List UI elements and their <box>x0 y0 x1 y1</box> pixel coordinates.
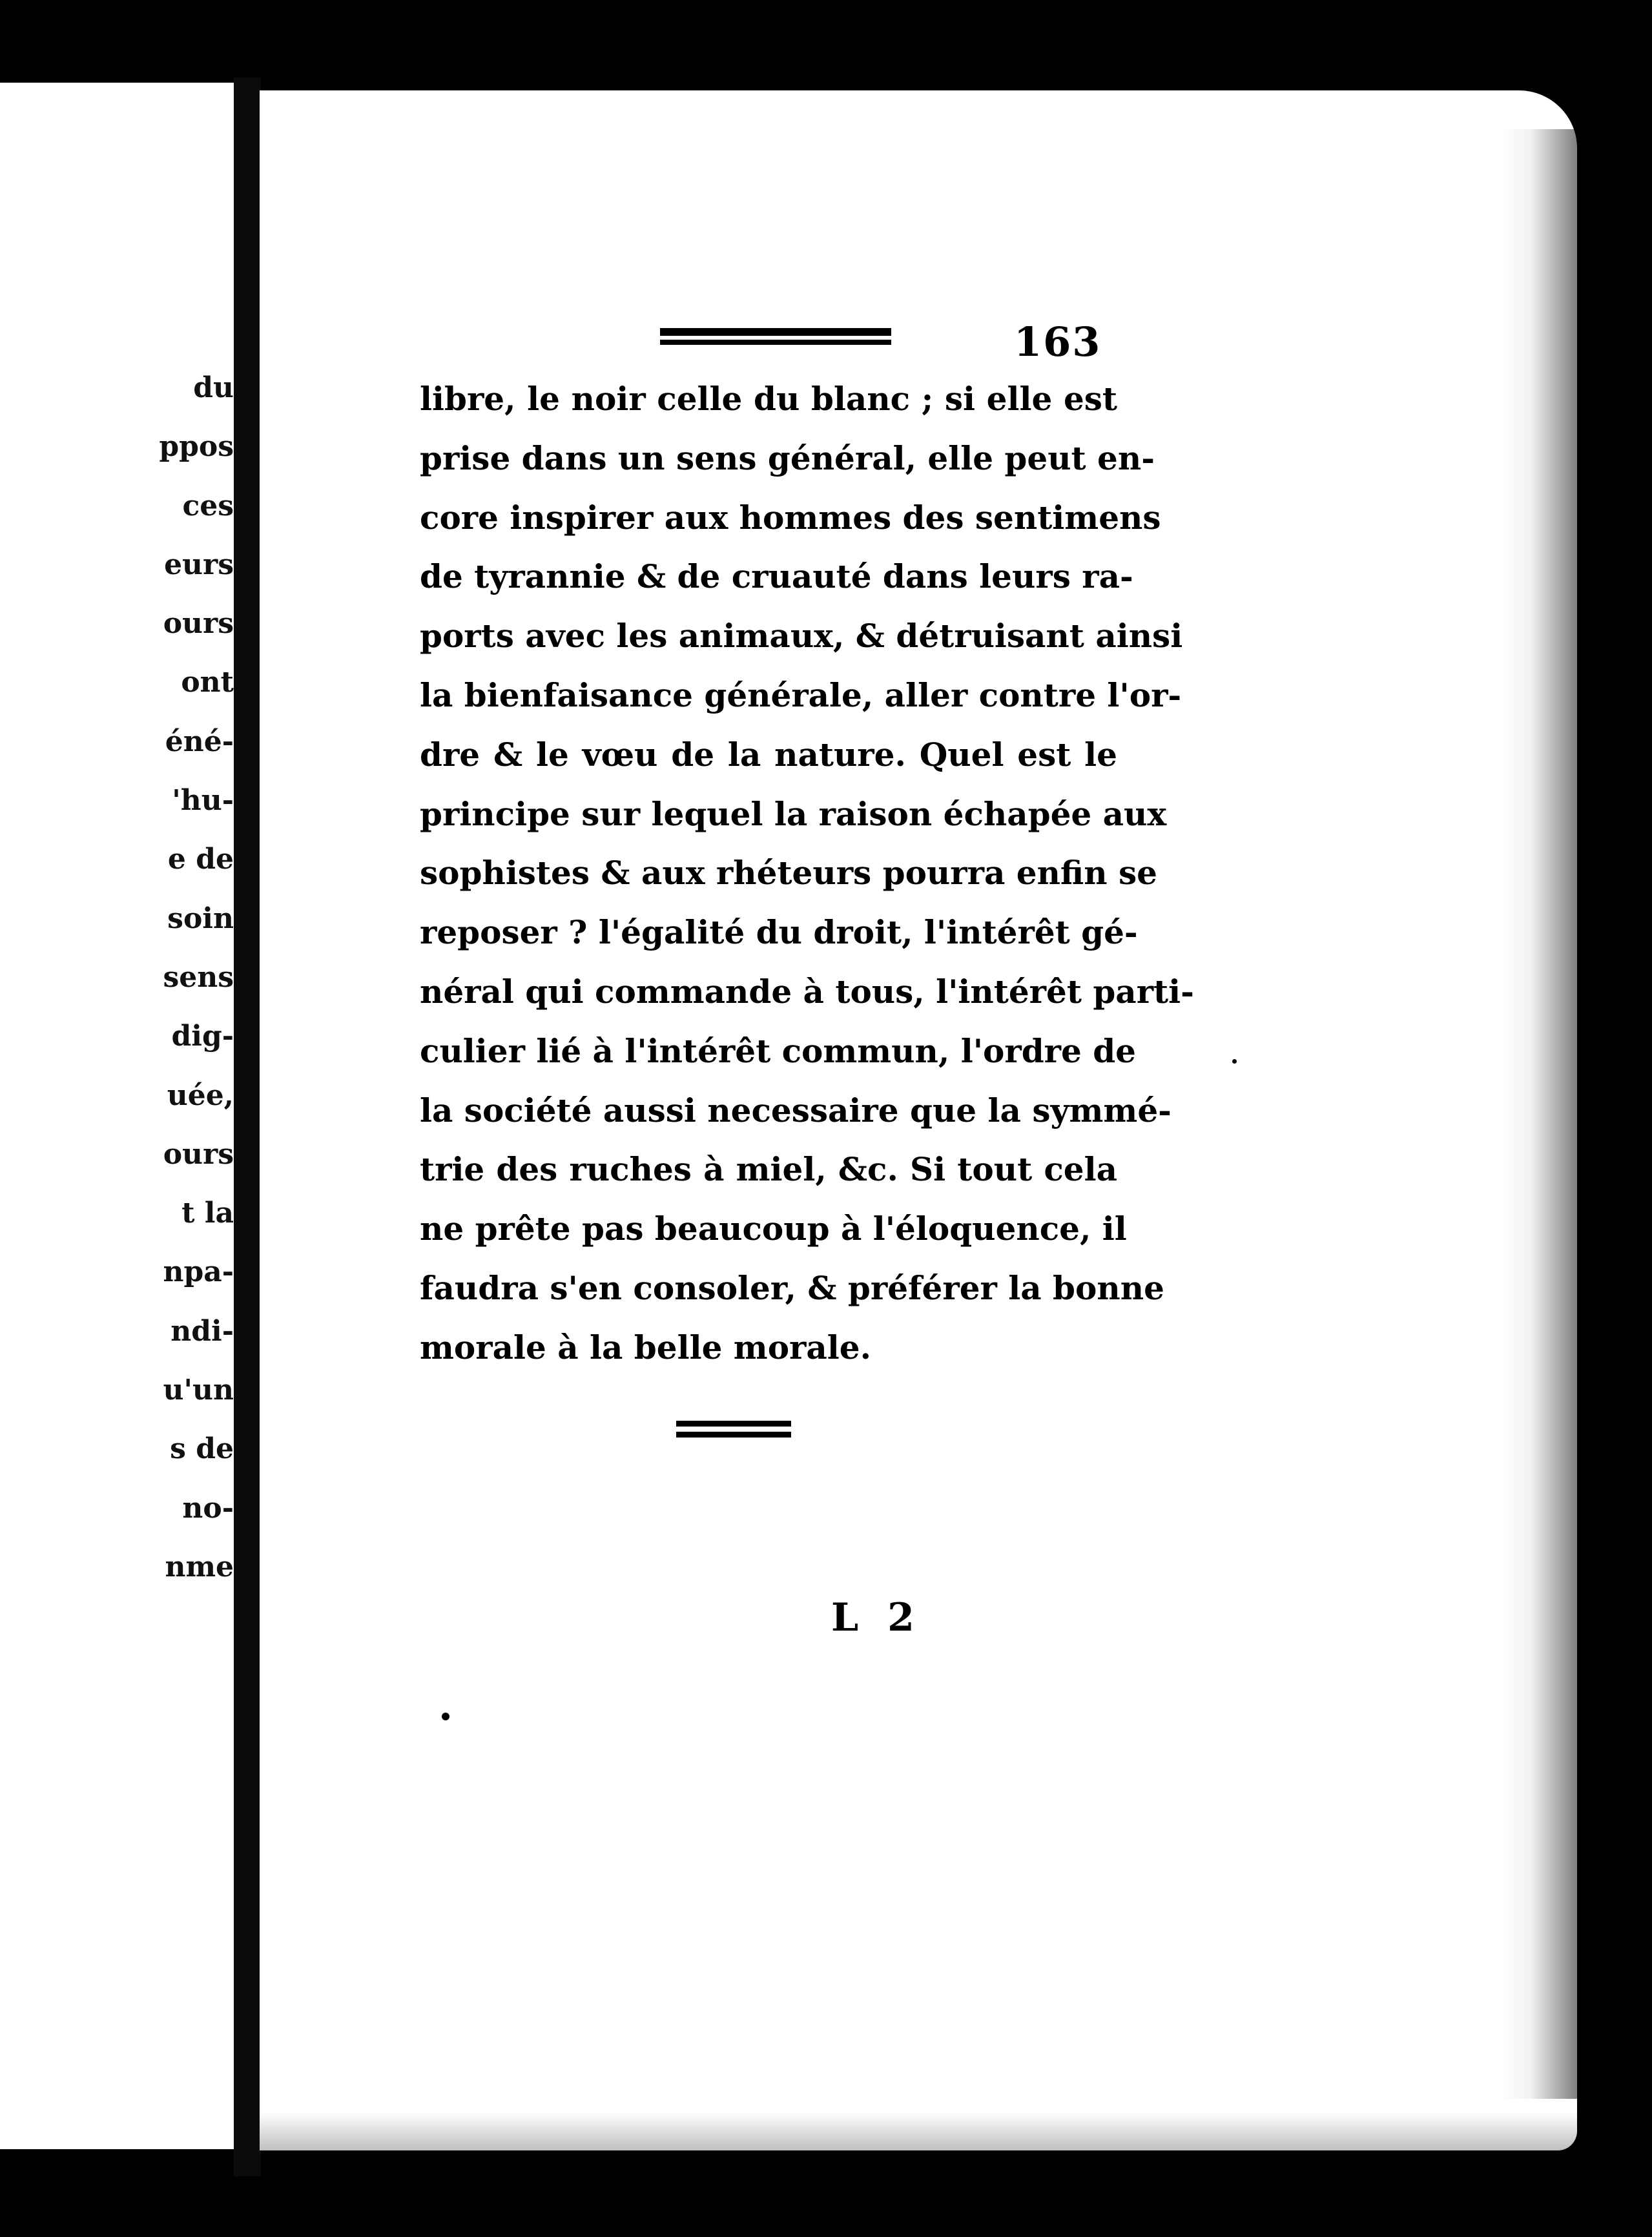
fragment-line: u'un <box>163 1374 234 1407</box>
fragment-line: no- <box>182 1491 234 1525</box>
text-line-last: morale à la belle morale. <box>420 1328 871 1366</box>
fragment-line: s de <box>170 1432 234 1466</box>
text-line: la bienfaisance générale, aller contre l'or- <box>420 675 1182 714</box>
text-line: reposer ? l'égalité du droit, l'intérêt gé- <box>420 913 1138 952</box>
page-number: 163 <box>1014 318 1102 366</box>
previous-page <box>0 83 234 2149</box>
fragment-line: ont <box>181 666 234 699</box>
text-line: principe sur lequel la raison échapée aux <box>420 794 1167 833</box>
text-line: sophistes & aux rhéteurs pourra enfin se <box>420 854 1157 892</box>
fragment-line: ours <box>163 1137 234 1171</box>
text-line: faudra s'en consoler, & préférer la bonne <box>420 1268 1164 1307</box>
fragment-line: ces <box>182 489 234 522</box>
header-rule-thick <box>660 328 891 336</box>
fragment-line: npa- <box>163 1255 234 1289</box>
current-page <box>260 90 1577 2150</box>
body-text <box>420 369 1194 1377</box>
text-line: prise dans un sens général, elle peut en- <box>420 438 1155 477</box>
fragment-line: eurs <box>164 548 234 581</box>
book-gutter <box>234 77 261 2176</box>
closing-rule-upper <box>676 1421 791 1427</box>
text-line: libre, le noir celle du blanc ; si elle est <box>420 380 1117 418</box>
text-line: ports avec les animaux, & détruisant ainsi <box>420 617 1183 655</box>
page-bottom-edge <box>260 2112 1577 2150</box>
fragment-line: ppos <box>159 430 234 464</box>
fragment-line: dig- <box>171 1020 234 1053</box>
fragment-line: soin <box>167 902 234 935</box>
fragment-line: ours <box>163 607 234 641</box>
fragment-line: éné- <box>165 725 234 758</box>
text-line: trie des ruches à miel, &c. Si tout cela <box>420 1150 1117 1189</box>
fragment-line: e de <box>167 843 234 876</box>
fragment-line: 'hu- <box>172 784 234 818</box>
text-line: ne prête pas beaucoup à l'éloquence, il <box>420 1210 1127 1248</box>
fragment-line: t la <box>181 1197 234 1230</box>
text-line: la société aussi necessaire que la symmé- <box>420 1091 1172 1129</box>
signature-mark: L 2 <box>831 1595 922 1640</box>
header-rule-thin <box>660 340 891 345</box>
text-line: culier lié à l'intérêt commun, l'ordre de <box>420 1031 1136 1070</box>
fragment-line: uée, <box>167 1078 234 1112</box>
text-line: néral qui commande à tous, l'intérêt parti- <box>420 972 1194 1011</box>
closing-rule-lower <box>676 1432 791 1438</box>
previous-page-text-fragments <box>118 358 234 1596</box>
page-edge-shadow <box>1500 129 1577 2099</box>
fragment-line: ndi- <box>170 1314 234 1348</box>
fragment-line: sens <box>163 960 234 994</box>
fragment-line: nme <box>165 1550 234 1583</box>
ink-speck <box>442 1713 449 1720</box>
text-line: de tyrannie & de cruauté dans leurs ra- <box>420 557 1133 596</box>
text-line: core inspirer aux hommes des sentimens <box>420 498 1161 537</box>
text-line: dre & le vœu de la nature. Quel est le <box>420 735 1117 774</box>
fragment-line: du <box>193 371 234 404</box>
ink-speck <box>1232 1059 1237 1064</box>
